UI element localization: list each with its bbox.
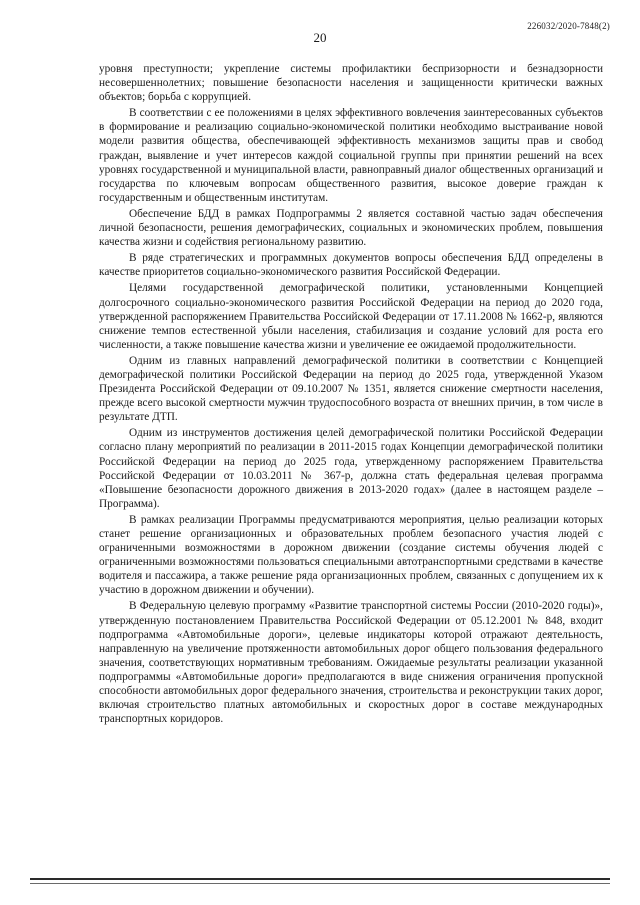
document-reference-number: 226032/2020-7848(2) xyxy=(527,21,610,31)
paragraph: В соответствии с ее положениями в целях эффективного вовлечения заинтересованных субъектов в формирование и реализацию социально-экономической политики необходимо выстраивание новой модели развития общества, обеспечивающей эффективность механизмов защиты прав и свобод граждан, выявление и учет интересов каждой социальной группы при принятии решений на всех уровнях государственной и муниципальной власти, равноправный диалог общественных организаций и государства по ключевым вопросам общественного развития, высокое доверие граждан к государственным и общественным институтам. xyxy=(99,107,603,204)
footer-rule-thin xyxy=(30,883,610,884)
document-body xyxy=(99,62,603,728)
paragraph-continuation: уровня преступности; укрепление системы профилактики беспризорности и безнадзорности несовершеннолетних; повышение безопасности населения и защищенности критически важных объектов; борьба с коррупцией. xyxy=(99,63,603,104)
paragraph: В ряде стратегических и программных документов вопросы обеспечения БДД определены в качестве приоритетов социально-экономического развития Российской Федерации. xyxy=(99,252,603,279)
paragraph: Одним из главных направлений демографической политики в соответствии с Концепцией демографической политики Российской Федерации на период до 2025 года, утвержденной Указом Президента Российской Федерации от 09.10.2007 № 1351, является снижение смертности населения, прежде всего высокой смертности мужчин трудоспособного возраста от внешних причин, в том числе в результате ДТП. xyxy=(99,354,603,424)
paragraph: Обеспечение БДД в рамках Подпрограммы 2 является составной частью задач обеспечения личной безопасности, решения демографических, социальных и экономических проблем, повышения качества жизни и содействия региональному развитию. xyxy=(99,207,603,249)
footer-rule-thick xyxy=(30,878,610,880)
paragraph: Одним из инструментов достижения целей демографической политики Российской Федерации согласно плану мероприятий по реализации в 2011-2015 годах Концепции демографической политики Российской Федерации на период до 2025 года, утвержденному распоряжением Правительства Российской Федерации от 10.03.2011 № 367-р, должна стать федеральная целевая программа «Повышение безопасности дорожного движения в 2013-2020 годах» (далее в настоящем разделе – Программа). xyxy=(99,427,603,510)
paragraph: Целями государственной демографической политики, установленными Концепцией долгосрочного социально-экономического развития Российской Федерации на период до 2020 года, утвержденной распоряжением Правительства Российской Федерации от 17.11.2008 № 1662-р, являются снижение темпов естественной убыли населения, стабилизация и создание условий для роста его численности, а также повышение качества жизни и увеличение ее ожидаемой продолжительности. xyxy=(99,282,603,351)
footer-rule xyxy=(30,878,610,886)
page-number: 20 xyxy=(313,30,327,45)
paragraph: В рамках реализации Программы предусматриваются мероприятия, целью реализации которых станет решение организационных и образовательных проблем безопасного участия людей с ограниченными возможностями в дорожном движении (создание системы обучения людей с ограниченными возможностями пользоваться специальными автотранспортными средствами в качестве водителя и пассажира, а также решение ряда организационных проблем, связанных с допущением их к участию в дорожном движении и обучении). xyxy=(99,513,603,597)
paragraph: В Федеральную целевую программу «Развитие транспортной системы России (2010-2020 годы)», утвержденную постановлением Правительства Российской Федерации от 05.12.2001 № 848, входит подпрограмма «Автомобильные дороги», целевые индикаторы которой отражают деятельность, направленную на увеличение протяженности автомобильных дорог общего пользования федерального значения, соответствующих нормативным требованиям. Ожидаемые результаты реализации указанной подпрограммы «Автомобильные дороги» предполагаются в виде снижения ограничения пропускной способности автомобильных дорог федерального значения, строительства и реконструкции таких дорог, включая строительство платных автомобильных и скоростных дорог в составе международных транспортных коридоров. xyxy=(99,600,603,726)
